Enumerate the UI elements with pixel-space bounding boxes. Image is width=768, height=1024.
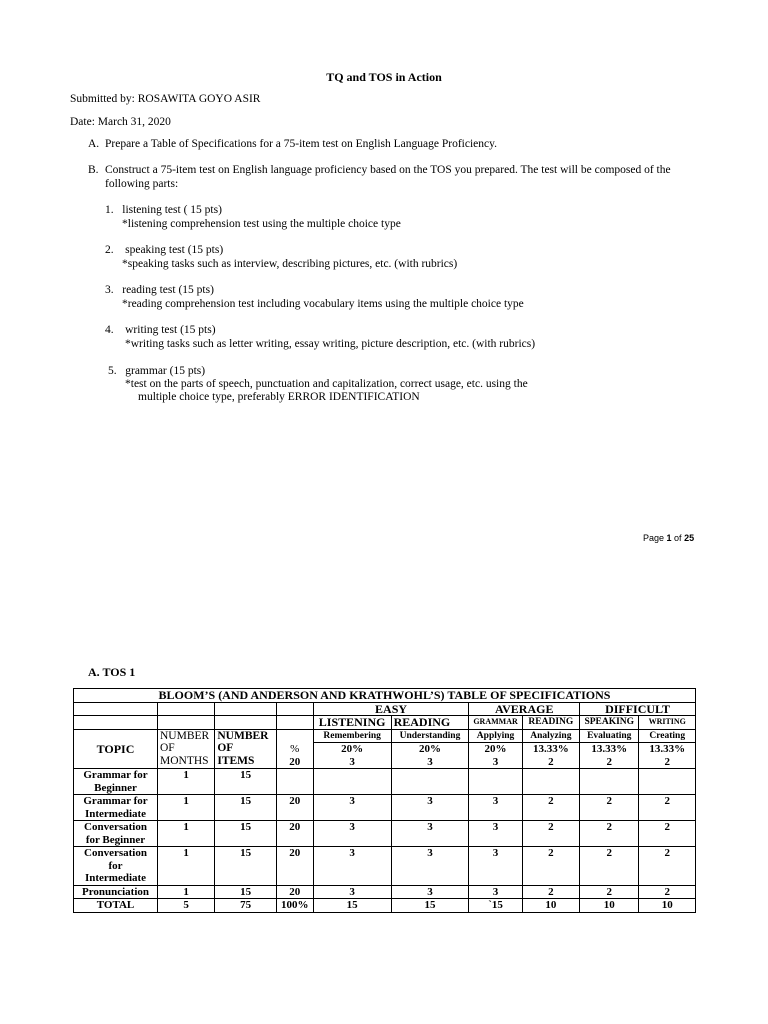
section-label: A. TOS 1 — [88, 665, 136, 679]
level-applying: Applying — [469, 729, 522, 743]
skill-speaking: SPEAKING — [580, 716, 639, 730]
skill-grammar: GRAMMAR — [469, 716, 522, 730]
difficulty-average: AVERAGE — [469, 702, 580, 716]
row-items: 15 — [215, 769, 276, 795]
part-3: 3. reading test (15 pts) — [105, 284, 214, 296]
skill-reading: READING — [391, 716, 469, 730]
table-row: Grammar for Intermediate 1 15 20 3 3 3 2 2 2 — [74, 795, 696, 821]
difficulty-difficult: DIFFICULT — [580, 702, 696, 716]
document-title: TQ and TOS in Action — [326, 70, 442, 84]
weight-2: 20% 3 — [391, 743, 469, 769]
skills-row — [74, 716, 696, 730]
instruction-b-cont: following parts: — [105, 178, 179, 190]
tos-table — [73, 688, 696, 913]
part-2: 2. speaking test (15 pts) — [105, 244, 224, 256]
difficulty-row — [74, 702, 696, 716]
level-analyzing: Analyzing — [522, 729, 579, 743]
weight-6: 13.33% 2 — [639, 743, 696, 769]
total-row: TOTAL 5 75 100% 15 15 `15 10 10 10 — [74, 899, 696, 913]
weight-3: 20% 3 — [469, 743, 522, 769]
part-4: 4. writing test (15 pts) — [105, 324, 216, 336]
header-items: NUMBER OF ITEMS — [215, 729, 276, 769]
row-topic: Grammar for Beginner — [74, 769, 158, 795]
instruction-a: A. Prepare a Table of Specifications for a 75-item test on English Language Proficiency. — [88, 138, 497, 150]
header-topic: TOPIC — [74, 729, 158, 769]
table-row: Pronunciation 1 15 20 3 3 3 2 2 2 — [74, 885, 696, 899]
header-percent: % 20 — [276, 729, 313, 769]
weight-1: 20% 3 — [313, 743, 391, 769]
total-label: TOTAL — [74, 899, 158, 913]
skill-writing: WRITING — [639, 716, 696, 730]
table-row: Conversation for Beginner 1 15 20 3 3 3 2 2 2 — [74, 821, 696, 847]
level-creating: Creating — [639, 729, 696, 743]
row-months: 1 — [158, 769, 215, 795]
instruction-b: B. Construct a 75-item test on English language proficiency based on the TOS you prepared. The test will be composed of the — [88, 164, 671, 176]
part-4-desc: *writing tasks such as letter writing, essay writing, picture description, etc. (with rubrics) — [125, 338, 536, 350]
part-5: 5. grammar (15 pts) — [108, 365, 206, 377]
level-understanding: Understanding — [391, 729, 469, 743]
date-line: Date: March 31, 2020 — [70, 116, 171, 128]
level-evaluating: Evaluating — [580, 729, 639, 743]
page-number: Page 1 of 25 — [643, 533, 695, 543]
part-5-desc-cont: multiple choice type, preferably ERROR IDENTIFICATION — [138, 391, 420, 403]
header-row — [74, 729, 696, 743]
skill-reading-2: READING — [522, 716, 579, 730]
weight-5: 13.33% 2 — [580, 743, 639, 769]
part-3-desc: *reading comprehension test including vocabulary items using the multiple choice type — [122, 298, 524, 310]
difficulty-easy: EASY — [313, 702, 469, 716]
part-2-desc: *speaking tasks such as interview, describing pictures, etc. (with rubrics) — [122, 258, 458, 270]
part-1-desc: *listening comprehension test using the multiple choice type — [122, 218, 401, 230]
weight-4: 13.33% 2 — [522, 743, 579, 769]
part-5-desc: *test on the parts of speech, punctuation and capitalization, correct usage, etc. using the — [125, 378, 528, 390]
submitted-by: Submitted by: ROSAWITA GOYO ASIR — [70, 93, 261, 105]
table-title: BLOOM’S (AND ANDERSON AND KRATHWOHL’S) TABLE OF SPECIFICATIONS — [74, 689, 696, 703]
table-row — [74, 769, 696, 795]
level-remembering: Remembering — [313, 729, 391, 743]
table-row: Conversation for Intermediate 1 15 20 3 3 3 2 2 2 — [74, 847, 696, 886]
skill-listening: LISTENING — [313, 716, 391, 730]
table-title-row — [74, 689, 696, 703]
header-months: NUMBER OF MONTHS — [158, 729, 215, 769]
part-1: 1. listening test ( 15 pts) — [105, 204, 222, 216]
